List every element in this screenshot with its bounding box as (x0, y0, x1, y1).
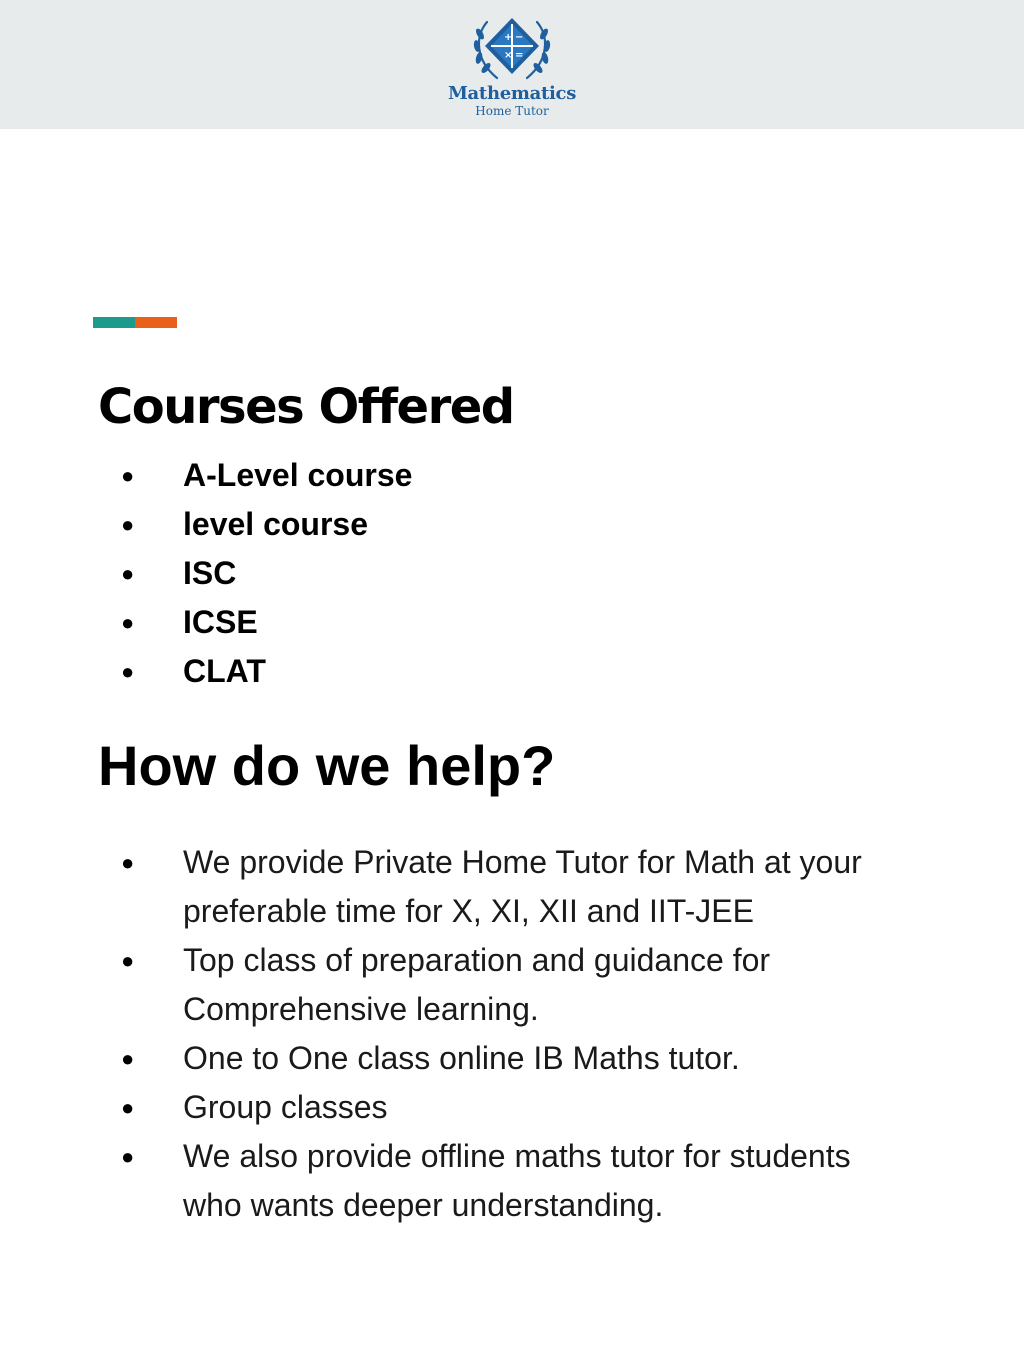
help-point: Group classes (183, 1089, 388, 1125)
help-point: Top class of preparation and guidance for Comprehensive learning. (183, 942, 771, 1027)
courses-heading: Courses Offered (98, 379, 514, 435)
course-label: A-Level course (183, 457, 413, 493)
header-bar (0, 0, 1024, 129)
logo-title: Mathematics (447, 83, 577, 104)
bullet-icon: ● (121, 1046, 135, 1071)
accent-teal-segment (93, 317, 135, 328)
svg-text:=: = (515, 50, 524, 61)
bullet-icon: ● (121, 850, 135, 875)
list-item (0, 1132, 883, 1230)
list-item (0, 1034, 883, 1083)
help-point: We also provide offline maths tutor for students who wants deeper understanding. (183, 1138, 851, 1223)
course-label: ICSE (183, 604, 258, 640)
list-item (0, 838, 883, 936)
help-point: One to One class online IB Maths tutor. (183, 1040, 740, 1076)
svg-text:×: × (504, 50, 513, 61)
bullet-icon: ● (121, 1095, 135, 1120)
accent-orange-segment (135, 317, 177, 328)
help-heading: How do we help? (98, 734, 556, 797)
list-item (0, 936, 883, 1034)
bullet-icon: ● (121, 1144, 135, 1169)
course-label: level course (183, 506, 368, 542)
bullet-icon: ● (121, 610, 135, 635)
svg-text:−: − (515, 32, 524, 43)
accent-bar (93, 317, 177, 328)
logo-subtitle: Home Tutor (475, 104, 549, 118)
bullet-icon: ● (121, 561, 135, 586)
brand-logo[interactable] (430, 14, 594, 120)
bullet-icon: ● (121, 948, 135, 973)
diamond-crest-icon (467, 14, 557, 84)
course-label: CLAT (183, 653, 266, 689)
help-point: We provide Private Home Tutor for Math at your preferable time for X, XI, XII and IIT-JEE (183, 844, 862, 929)
bullet-icon: ● (121, 659, 135, 684)
list-item (0, 1083, 883, 1132)
help-list (0, 838, 883, 1230)
bullet-icon: ● (121, 512, 135, 537)
course-label: ISC (183, 555, 237, 591)
bullet-icon: ● (121, 463, 135, 488)
svg-text:+: + (504, 32, 513, 43)
